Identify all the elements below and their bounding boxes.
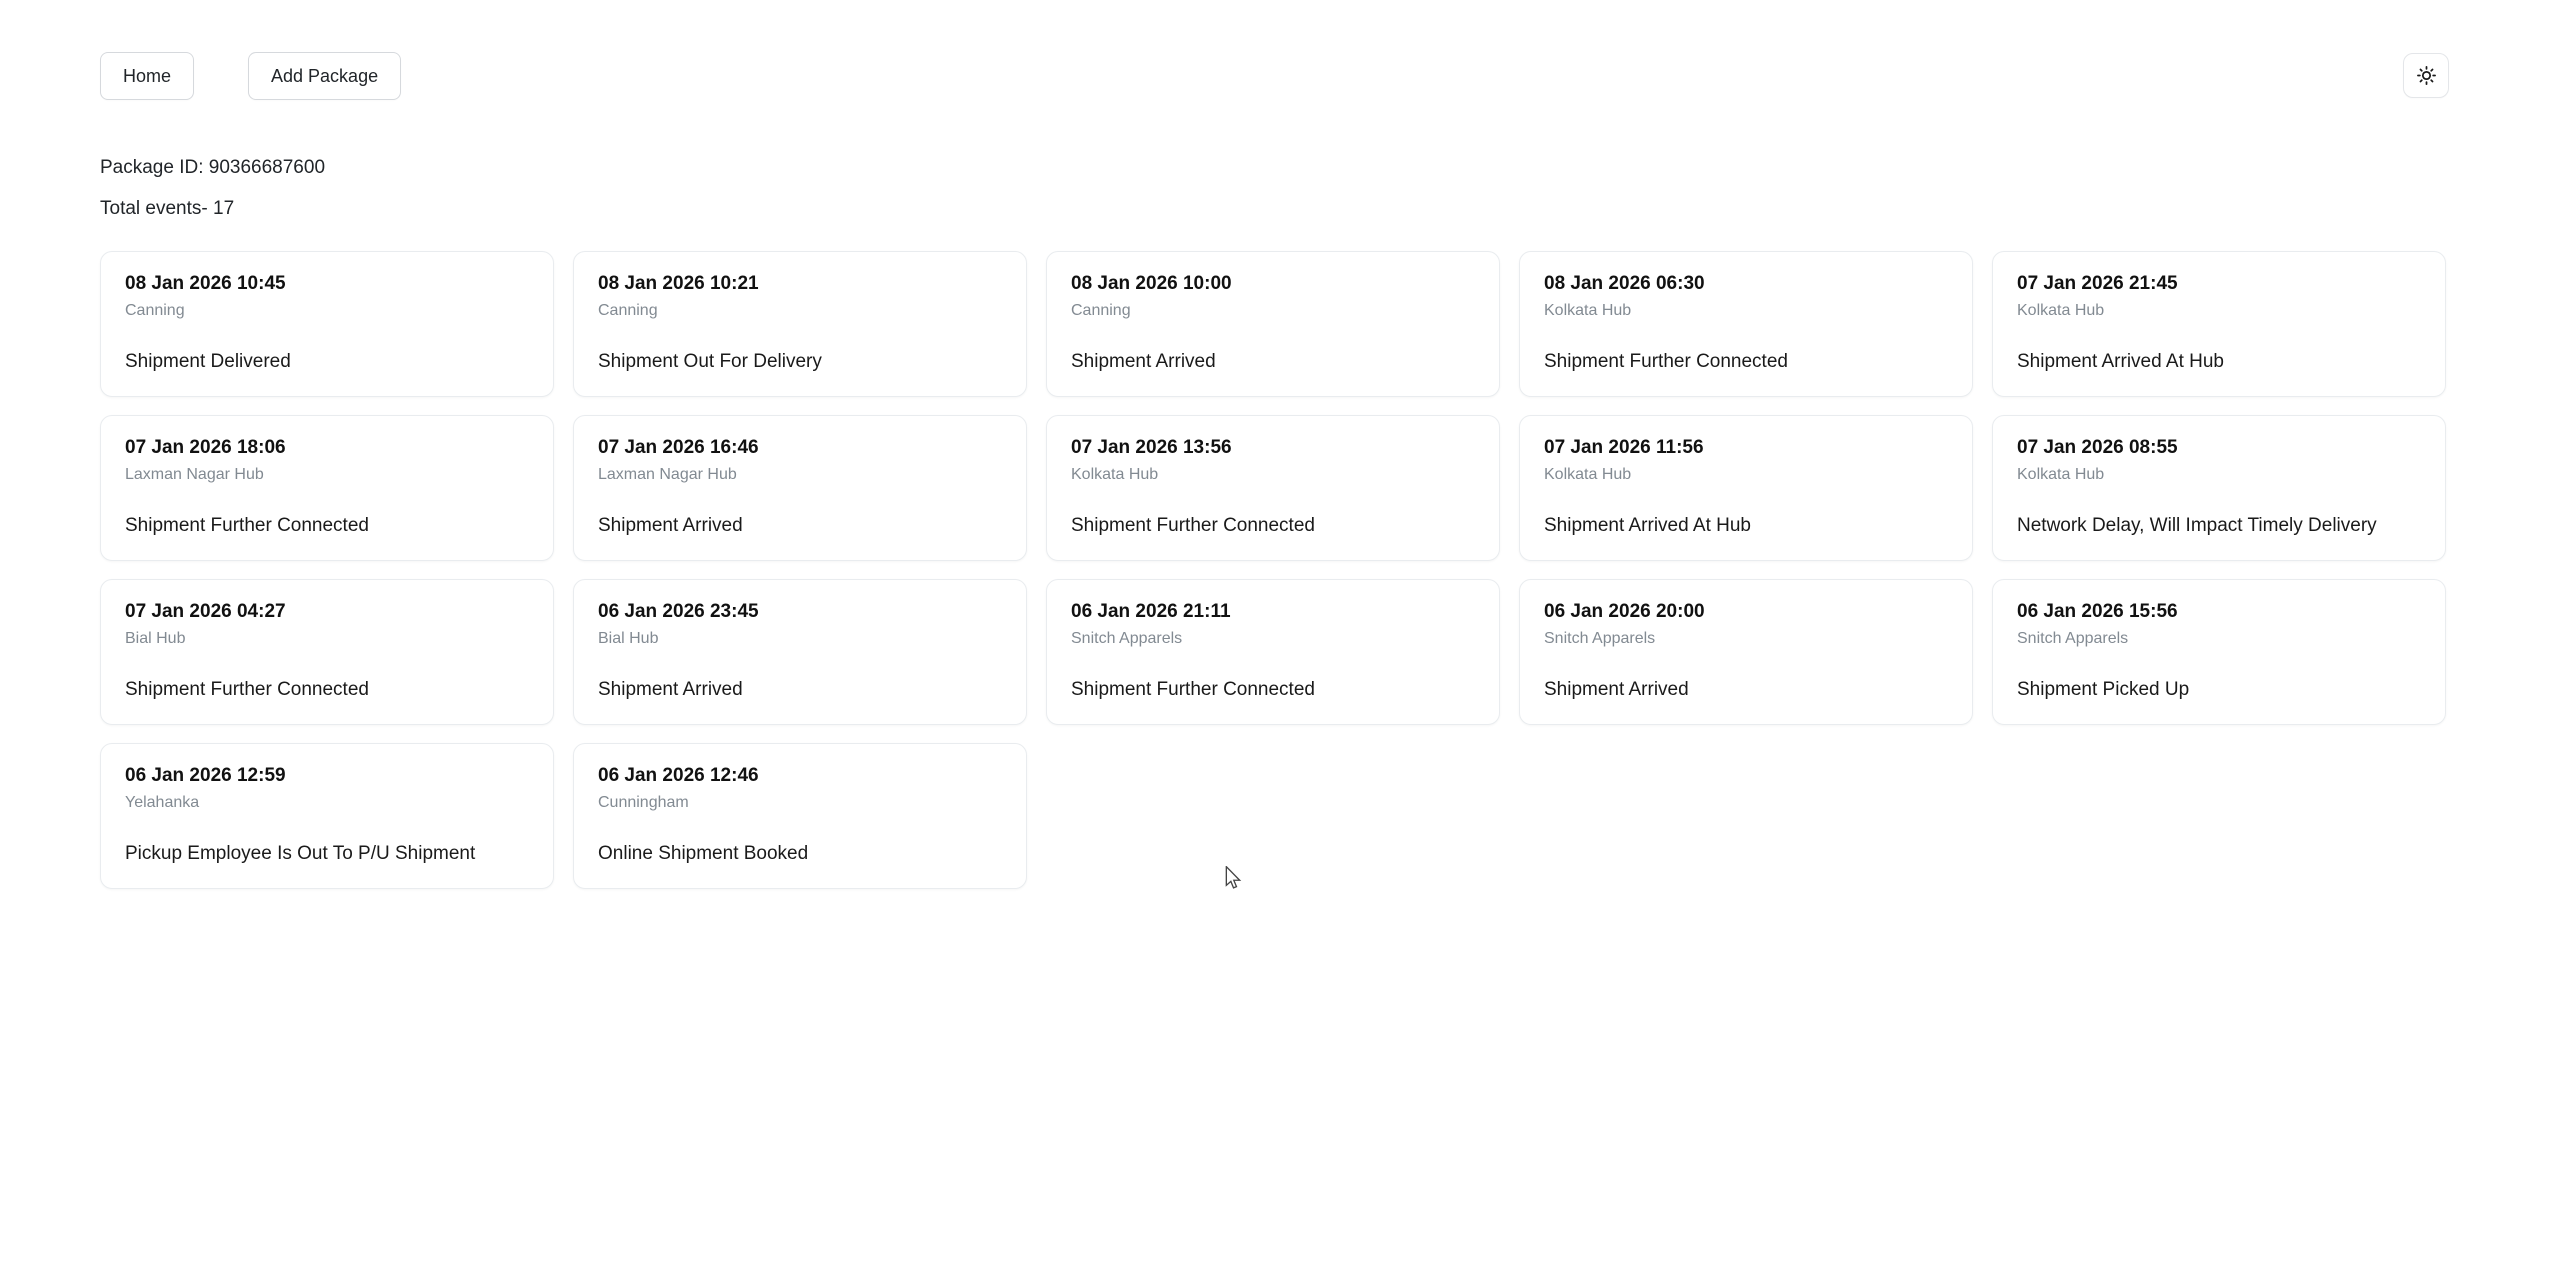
event-card [1992,579,2446,725]
event-location: Kolkata Hub [2017,302,2105,319]
event-card [1046,415,1500,561]
event-datetime: 08 Jan 2026 10:21 [598,273,759,294]
event-datetime: 08 Jan 2026 10:00 [1071,273,1232,294]
event-datetime: 06 Jan 2026 12:59 [125,765,286,786]
event-datetime: 07 Jan 2026 18:06 [125,437,286,458]
event-card [1046,579,1500,725]
event-datetime: 07 Jan 2026 21:45 [2017,273,2178,294]
event-datetime: 08 Jan 2026 10:45 [125,273,286,294]
event-card [100,251,554,397]
event-card [573,579,1027,725]
event-location: Cunningham [598,794,689,811]
event-card [100,743,554,889]
event-card [573,415,1027,561]
event-status: Shipment Arrived [598,679,743,700]
event-datetime: 07 Jan 2026 16:46 [598,437,759,458]
event-card [100,415,554,561]
event-datetime: 08 Jan 2026 06:30 [1544,273,1705,294]
total-events-text: Total events- 17 [100,198,235,219]
event-card [1519,579,1973,725]
sun-icon [2416,65,2437,86]
event-card [1992,415,2446,561]
event-datetime: 07 Jan 2026 08:55 [2017,437,2178,458]
event-status: Shipment Delivered [125,351,291,372]
package-id-text: Package ID: 90366687600 [100,157,326,178]
event-status: Shipment Arrived [1071,351,1216,372]
event-location: Kolkata Hub [1071,466,1159,483]
event-status: Shipment Arrived At Hub [1544,515,1751,536]
event-location: Snitch Apparels [2017,630,2129,647]
event-location: Snitch Apparels [1544,630,1656,647]
event-location: Bial Hub [125,630,186,647]
event-location: Kolkata Hub [1544,466,1632,483]
event-status: Shipment Picked Up [2017,679,2190,700]
event-status: Shipment Further Connected [1544,351,1788,372]
event-card [1992,251,2446,397]
event-location: Kolkata Hub [1544,302,1632,319]
event-card [573,251,1027,397]
event-status: Shipment Further Connected [125,515,369,536]
event-location: Bial Hub [598,630,659,647]
event-location: Laxman Nagar Hub [125,466,264,483]
event-datetime: 06 Jan 2026 23:45 [598,601,759,622]
event-location: Laxman Nagar Hub [598,466,737,483]
event-card [573,743,1027,889]
event-location: Canning [125,302,185,319]
event-card [1046,251,1500,397]
event-status: Shipment Further Connected [1071,679,1315,700]
event-card [1519,415,1973,561]
event-status: Shipment Arrived [598,515,743,536]
theme-toggle-button[interactable] [2403,53,2449,98]
event-datetime: 06 Jan 2026 20:00 [1544,601,1705,622]
event-datetime: 07 Jan 2026 04:27 [125,601,286,622]
events-grid [100,251,2446,889]
event-status: Network Delay, Will Impact Timely Delivery [2017,515,2377,536]
home-button[interactable]: Home [100,52,194,100]
add-package-button[interactable]: Add Package [248,52,401,100]
event-status: Pickup Employee Is Out To P/U Shipment [125,843,476,864]
event-location: Snitch Apparels [1071,630,1183,647]
event-datetime: 07 Jan 2026 13:56 [1071,437,1232,458]
event-datetime: 06 Jan 2026 21:11 [1071,601,1231,622]
event-status: Shipment Further Connected [125,679,369,700]
event-status: Shipment Further Connected [1071,515,1315,536]
event-status: Online Shipment Booked [598,843,809,864]
event-location: Canning [598,302,658,319]
top-navigation [100,52,2446,100]
event-datetime: 07 Jan 2026 11:56 [1544,437,1704,458]
package-meta [100,155,2446,221]
event-status: Shipment Arrived At Hub [2017,351,2224,372]
event-location: Canning [1071,302,1131,319]
event-status: Shipment Out For Delivery [598,351,822,372]
event-location: Kolkata Hub [2017,466,2105,483]
event-location: Yelahanka [125,794,200,811]
event-card [1519,251,1973,397]
event-status: Shipment Arrived [1544,679,1689,700]
event-datetime: 06 Jan 2026 12:46 [598,765,759,786]
event-card [100,579,554,725]
event-datetime: 06 Jan 2026 15:56 [2017,601,2178,622]
